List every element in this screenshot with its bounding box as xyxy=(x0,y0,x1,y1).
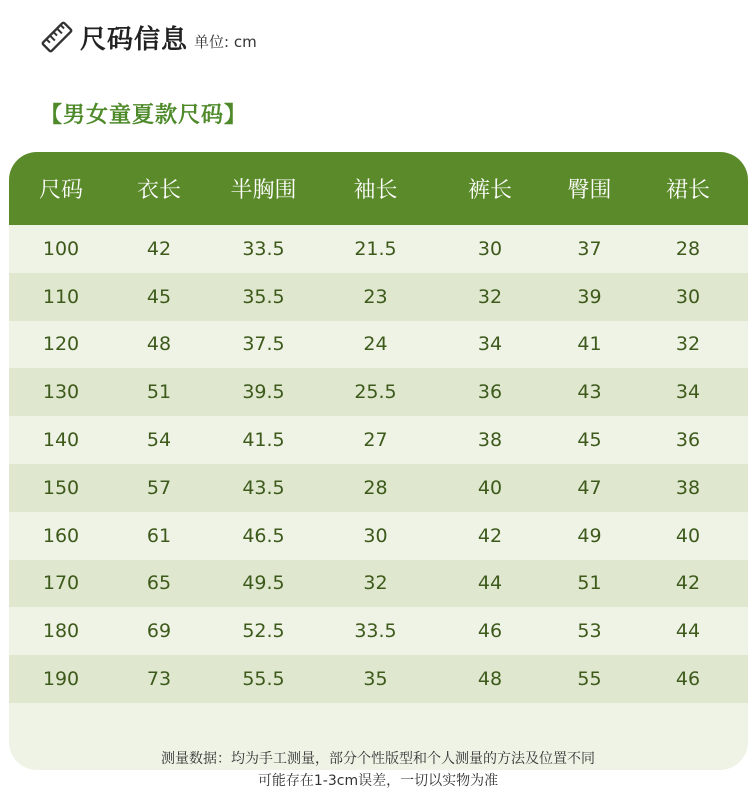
table-cell: 46.5 xyxy=(242,524,285,547)
table-cell: 47 xyxy=(577,476,602,499)
column-header-skirt-length: 裙长 xyxy=(665,178,710,203)
table-body xyxy=(9,225,748,703)
table-cell: 28 xyxy=(675,237,701,260)
table-cell: 57 xyxy=(146,476,172,499)
table-cell: 37 xyxy=(577,237,602,260)
column-header-sleeve: 袖长 xyxy=(353,178,398,203)
table-cell: 61 xyxy=(146,524,172,547)
table-cell: 33.5 xyxy=(354,620,397,643)
table-cell: 37.5 xyxy=(242,333,285,356)
unit-label: 单位: cm xyxy=(194,32,257,51)
table-row xyxy=(9,607,748,655)
table-cell: 23 xyxy=(363,285,388,308)
table-cell: 32 xyxy=(675,333,701,356)
section-subtitle: 【男女童夏款尺码】 xyxy=(40,103,248,128)
table-cell: 40 xyxy=(477,476,503,499)
column-header-length: 衣长 xyxy=(136,178,181,203)
table-cell: 51 xyxy=(146,381,172,404)
note-line-2: 可能存在1-3cm误差，一切以实物为准 xyxy=(257,773,499,789)
size-info-header xyxy=(40,14,257,60)
table-cell: 40 xyxy=(675,524,701,547)
table-cell: 33.5 xyxy=(242,237,285,260)
table-cell: 42 xyxy=(477,524,503,547)
table-cell: 30 xyxy=(477,237,503,260)
table-cell: 45 xyxy=(577,429,602,452)
table-cell: 41.5 xyxy=(242,429,285,452)
table-cell: 73 xyxy=(146,668,172,691)
table-header-row xyxy=(9,152,748,225)
table-cell: 130 xyxy=(42,381,80,404)
table-cell: 45 xyxy=(146,285,172,308)
table-cell: 120 xyxy=(42,333,80,356)
table-cell: 52.5 xyxy=(242,620,285,643)
table-cell: 36 xyxy=(477,381,503,404)
table-cell: 170 xyxy=(42,572,80,595)
table-cell: 38 xyxy=(675,476,701,499)
table-cell: 160 xyxy=(42,524,80,547)
table-row xyxy=(9,512,748,560)
table-cell: 190 xyxy=(42,668,80,691)
table-cell: 48 xyxy=(146,333,172,356)
table-row xyxy=(9,560,748,608)
table-cell: 49.5 xyxy=(242,572,285,595)
column-header-pants-length: 裤长 xyxy=(467,178,512,203)
table-cell: 25.5 xyxy=(354,381,397,404)
table-cell: 27 xyxy=(363,429,388,452)
table-cell: 150 xyxy=(42,476,80,499)
table-cell: 49 xyxy=(577,524,602,547)
table-cell: 48 xyxy=(477,668,503,691)
table-cell: 36 xyxy=(675,429,701,452)
table-cell: 140 xyxy=(42,429,80,452)
table-cell: 30 xyxy=(675,285,701,308)
table-row xyxy=(9,273,748,321)
table-cell: 180 xyxy=(42,620,80,643)
table-row xyxy=(9,225,748,273)
table-cell: 46 xyxy=(675,668,701,691)
note-line-1: 测量数据：均为手工测量，部分个性版型和个人测量的方法及位置不同 xyxy=(161,751,595,767)
table-cell: 65 xyxy=(146,572,172,595)
table-cell: 32 xyxy=(363,572,388,595)
table-cell: 44 xyxy=(477,572,503,595)
table-cell: 34 xyxy=(675,381,701,404)
table-row xyxy=(9,321,748,369)
table-cell: 39 xyxy=(577,285,602,308)
table-cell: 24 xyxy=(363,333,388,356)
table-cell: 35.5 xyxy=(242,285,285,308)
table-cell: 35 xyxy=(363,668,388,691)
table-cell: 53 xyxy=(577,620,602,643)
table-cell: 39.5 xyxy=(242,381,285,404)
table-row xyxy=(9,368,748,416)
column-header-hip: 臀围 xyxy=(567,178,612,203)
table-cell: 28 xyxy=(363,476,388,499)
table-cell: 43 xyxy=(577,381,602,404)
page-title: 尺码信息 xyxy=(80,24,189,55)
table-row xyxy=(9,416,748,464)
table-cell: 41 xyxy=(577,333,602,356)
column-header-half-chest: 半胸围 xyxy=(230,178,297,203)
table-row xyxy=(9,655,748,703)
table-cell: 51 xyxy=(577,572,602,595)
table-cell: 34 xyxy=(477,333,503,356)
ruler-icon xyxy=(40,20,74,54)
table-cell: 54 xyxy=(146,429,172,452)
measurement-note xyxy=(0,748,756,792)
table-cell: 21.5 xyxy=(354,237,397,260)
table-cell: 55.5 xyxy=(242,668,285,691)
table-cell: 46 xyxy=(477,620,503,643)
table-cell: 30 xyxy=(363,524,388,547)
table-cell: 32 xyxy=(477,285,503,308)
table-cell: 69 xyxy=(146,620,172,643)
column-header-size: 尺码 xyxy=(38,178,83,203)
table-cell: 38 xyxy=(477,429,503,452)
table-cell: 43.5 xyxy=(242,476,285,499)
table-cell: 42 xyxy=(146,237,172,260)
size-table xyxy=(9,152,748,770)
table-cell: 44 xyxy=(675,620,701,643)
table-cell: 42 xyxy=(675,572,701,595)
table-cell: 55 xyxy=(577,668,602,691)
table-row xyxy=(9,464,748,512)
table-cell: 110 xyxy=(42,285,80,308)
table-cell: 100 xyxy=(42,237,80,260)
